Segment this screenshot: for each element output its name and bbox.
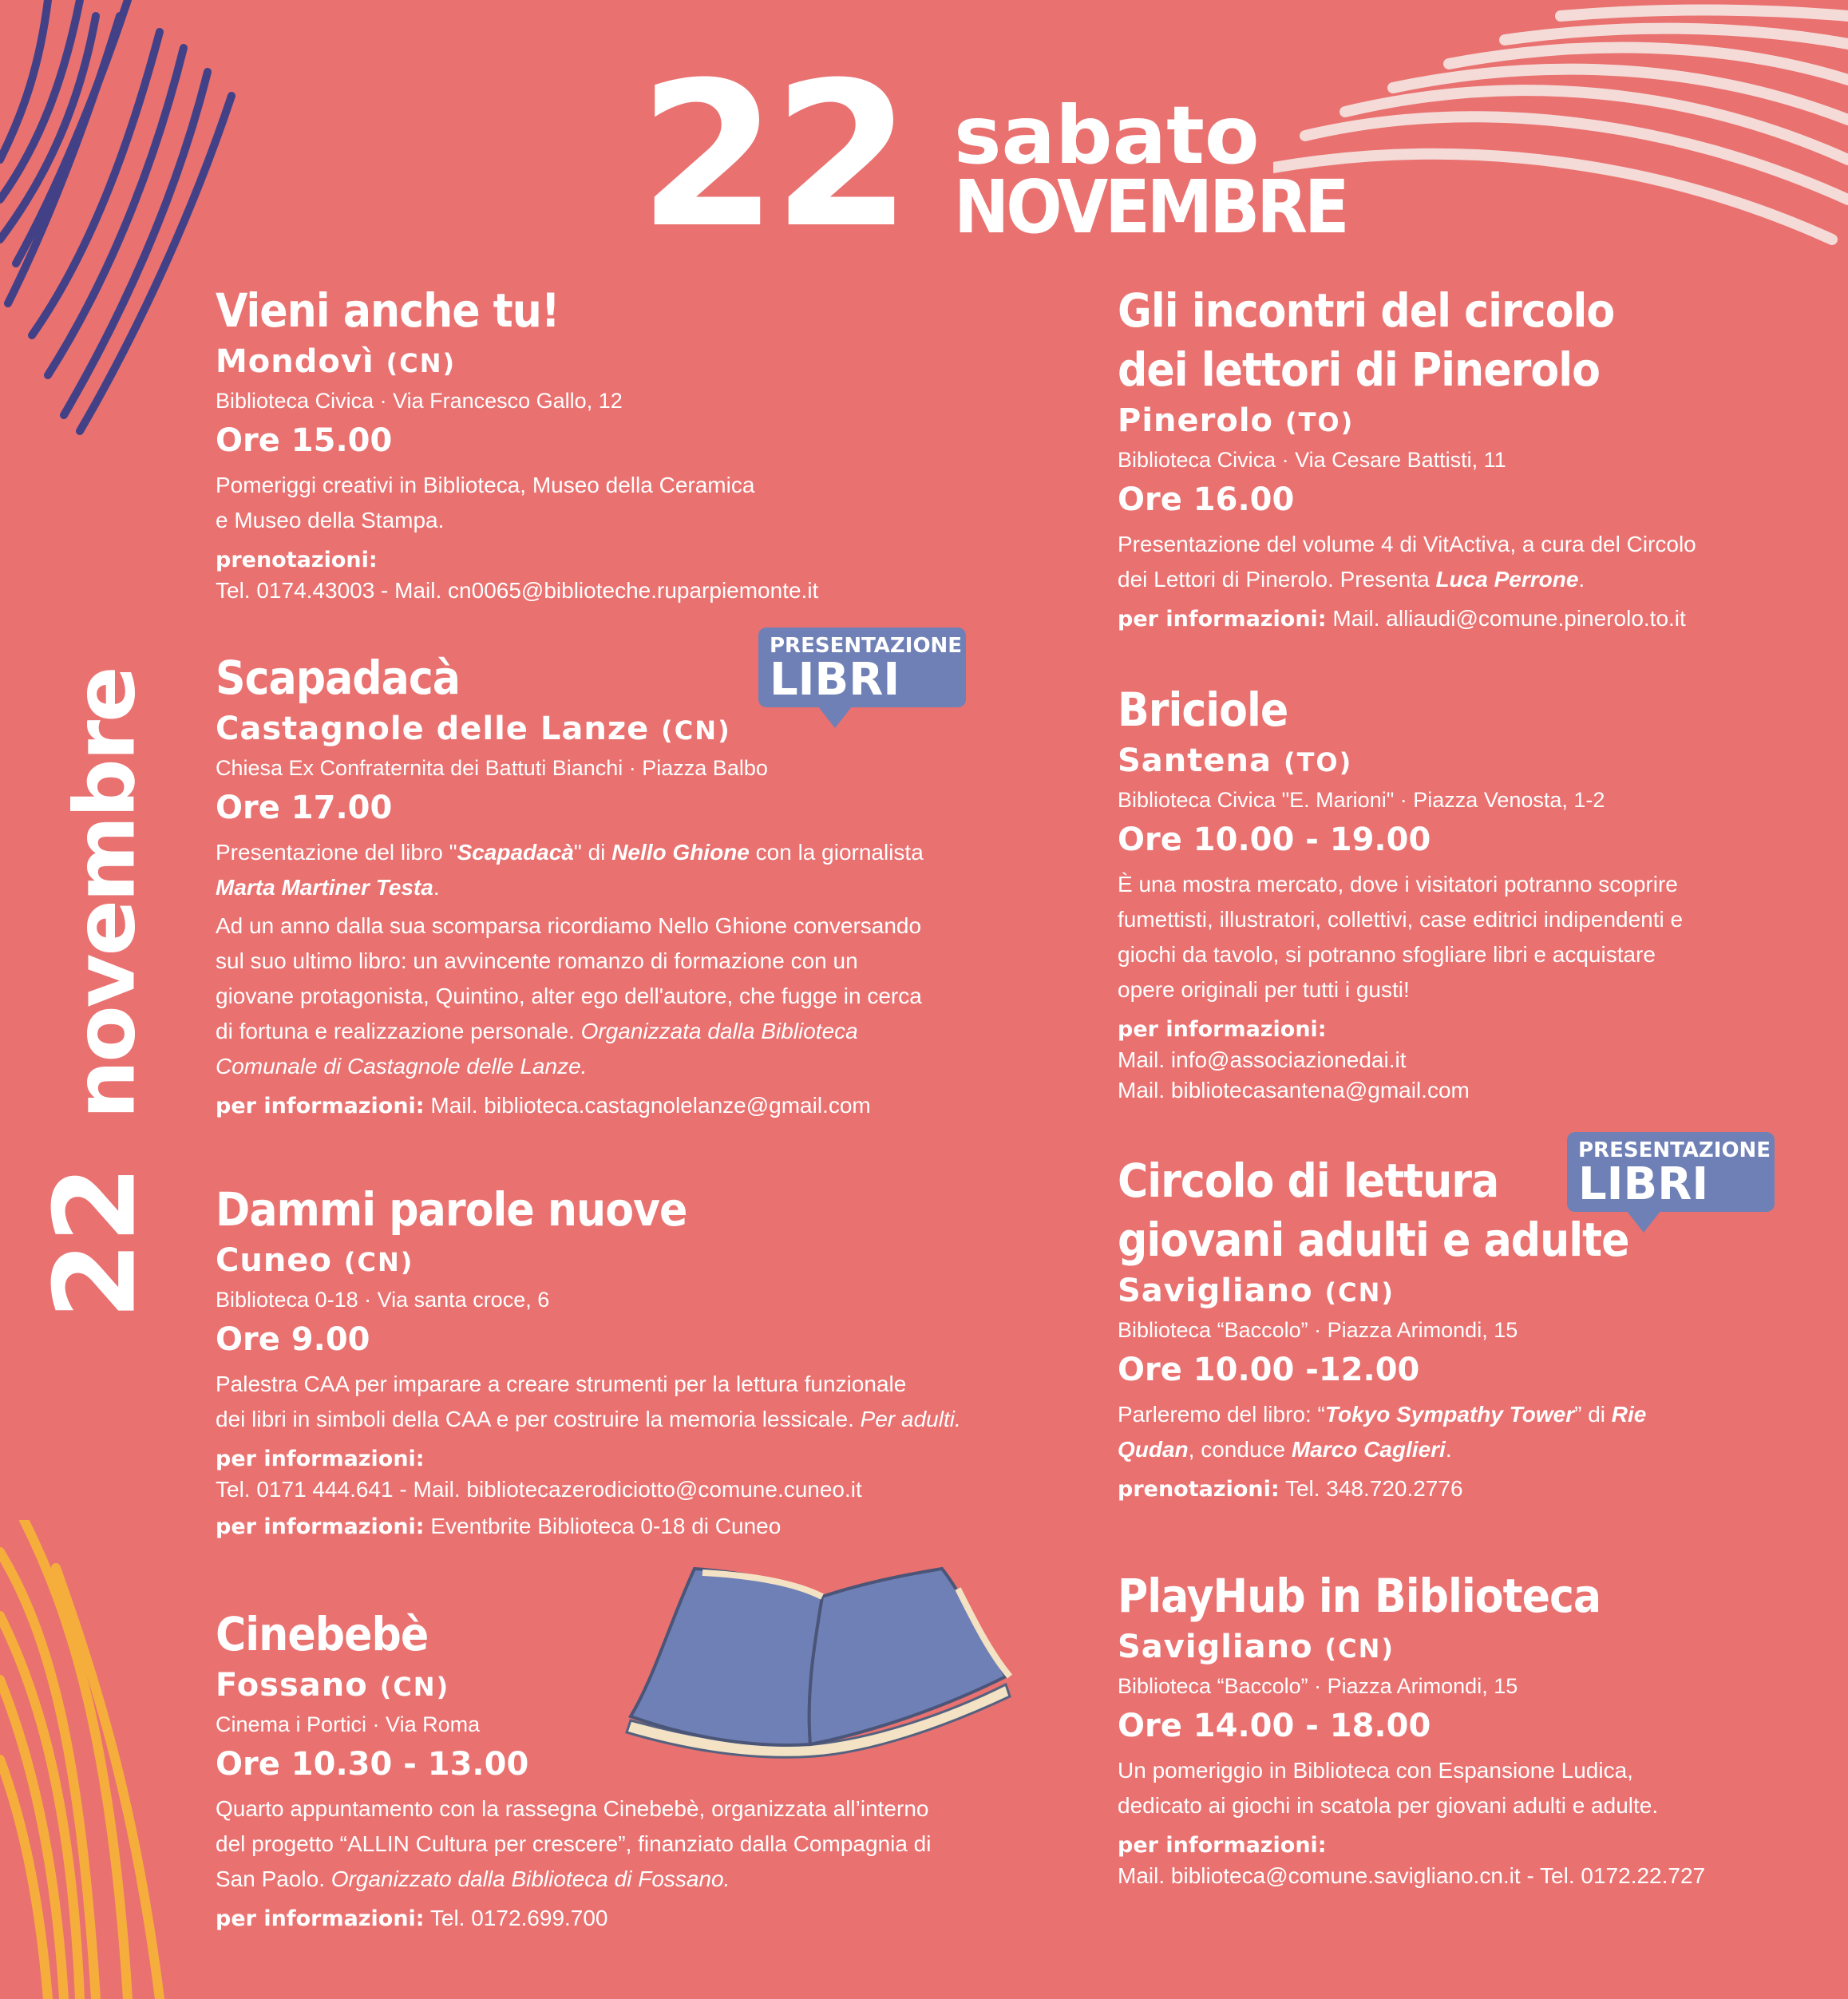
event-address: Biblioteca Civica · Via Cesare Battisti, 11 bbox=[1118, 448, 1506, 472]
event-address: Biblioteca “Baccolo” · Piazza Arimondi, 15 bbox=[1118, 1318, 1518, 1342]
presentazione-libri-badge: PRESENTAZIONE LIBRI bbox=[758, 627, 966, 707]
event-time: Ore 10.00 - 19.00 bbox=[1118, 821, 1431, 858]
brush-strokes-top-right bbox=[1273, 0, 1848, 271]
header-day: 22 bbox=[639, 39, 907, 271]
side-date-label bbox=[31, 668, 161, 1319]
event-city: Mondovì (CN) bbox=[216, 343, 457, 380]
event-city: Savigliano (CN) bbox=[1118, 1629, 1395, 1665]
event-time: Ore 14.00 - 18.00 bbox=[1118, 1708, 1431, 1744]
event-info: per informazioni: Mail. biblioteca@comune.savigliano.cn.it - Tel. 0172.22.727 bbox=[1118, 1833, 1706, 1888]
event-title: Gli incontri del circolo dei lettori di Pinerolo bbox=[1118, 283, 1615, 397]
event-time: Ore 10.00 -12.00 bbox=[1118, 1352, 1420, 1388]
event-info: per informazioni: Tel. 0172.699.700 bbox=[216, 1906, 608, 1931]
event-playhub bbox=[1118, 1566, 1820, 1891]
event-info: prenotazioni: Tel. 0174.43003 - Mail. cn0065@biblioteche.ruparpiemonte.it bbox=[216, 548, 819, 603]
event-description: Presentazione del libro "Scapadacà" di Nello Ghione con la giornalista Marta Martiner Testa. bbox=[216, 840, 924, 900]
event-circolo-lettori-pinerolo bbox=[1118, 281, 1804, 635]
event-description: Parleremo del libro: “Tokyo Sympathy Tower” di Rie Qudan, conduce Marco Caglieri. bbox=[1118, 1402, 1647, 1462]
event-scapadaca bbox=[216, 648, 1046, 1122]
event-address: Cinema i Portici · Via Roma bbox=[216, 1712, 481, 1736]
event-time: Ore 10.30 - 13.00 bbox=[216, 1746, 529, 1783]
event-city: Fossano (CN) bbox=[216, 1667, 450, 1704]
event-address: Biblioteca “Baccolo” · Piazza Arimondi, 15 bbox=[1118, 1674, 1518, 1698]
presentazione-libri-badge-2: PRESENTAZIONE LIBRI bbox=[1567, 1132, 1775, 1212]
event-address: Biblioteca Civica · Via Francesco Gallo, 12 bbox=[216, 389, 623, 413]
event-description: È una mostra mercato, dove i visitatori potranno scoprire fumettisti, illustratori, collettivi, case editrici indipendenti e giochi da tavolo, si potranno sfogliare libri e acquistare opere originali per tutti i gusti! bbox=[1118, 872, 1684, 1002]
event-description: Palestra CAA per imparare a creare strumenti per la lettura funzionale dei libri in simboli della CAA e per costruire la memoria lessicale. Per adulti. bbox=[216, 1372, 961, 1431]
event-briciole bbox=[1118, 680, 1804, 1106]
brush-strokes-bottom-left bbox=[0, 1520, 208, 1999]
event-address: Chiesa Ex Confraternita dei Battuti Bianchi · Piazza Balbo bbox=[216, 756, 768, 780]
event-address: Biblioteca Civica "E. Marioni" · Piazza Venosta, 1-2 bbox=[1118, 788, 1605, 812]
event-title: Briciole bbox=[1118, 683, 1288, 737]
event-description: Quarto appuntamento con la rassegna Cinebebè, organizzata all’interno del progetto “ALLIN Cultura per crescere”, finanziato dalla Compagnia di San Paolo. Organizzato dalla Biblioteca di Fossano. bbox=[216, 1796, 932, 1891]
event-city: Cuneo (CN) bbox=[216, 1242, 414, 1279]
side-day: 22 bbox=[30, 1166, 161, 1320]
event-info: per informazioni: Mail. biblioteca.castagnolelanze@gmail.com bbox=[216, 1093, 871, 1118]
side-month: novembre bbox=[56, 668, 154, 1119]
event-time: Ore 16.00 bbox=[1118, 481, 1295, 518]
event-time: Ore 15.00 bbox=[216, 422, 393, 459]
event-info: per informazioni: Tel. 0171 444.641 - Mail. bibliotecazerodiciotto@comune.cuneo.it bbox=[216, 1447, 862, 1502]
event-info-secondary: per informazioni: Eventbrite Biblioteca 0-18 di Cuneo bbox=[216, 1514, 782, 1539]
event-info: per informazioni: Mail. info@associazionedai.it Mail. bibliotecasantena@gmail.com bbox=[1118, 1017, 1470, 1102]
event-info: prenotazioni: Tel. 348.720.2776 bbox=[1118, 1476, 1463, 1502]
event-title: Dammi parole nuove bbox=[216, 1182, 687, 1237]
event-description: Un pomeriggio in Biblioteca con Espansione Ludica, dedicato ai giochi in scatola per giovani adulti e adulte. bbox=[1118, 1758, 1659, 1818]
event-city: Savigliano (CN) bbox=[1118, 1273, 1395, 1309]
event-description-extended: Ad un anno dalla sua scomparsa ricordiamo Nello Ghione conversando sul suo ultimo libro: un avvincente romanzo di formazione con un giovane protagonista, Quintino, alter ego dell'autore, che fugge in cerca di fortuna e realizzazione personale. Organizzata dalla Biblioteca Comunale di Castagnole delle Lanze. bbox=[216, 913, 922, 1079]
event-city: Pinerolo (TO) bbox=[1118, 402, 1355, 439]
event-time: Ore 17.00 bbox=[216, 790, 393, 826]
event-time: Ore 9.00 bbox=[216, 1321, 370, 1358]
event-info: per informazioni: Mail. alliaudi@comune.pinerolo.to.it bbox=[1118, 606, 1686, 631]
event-description: Pomeriggi creativi in Biblioteca, Museo della Ceramica e Museo della Stampa. bbox=[216, 473, 755, 532]
event-title: PlayHub in Biblioteca bbox=[1118, 1569, 1601, 1623]
event-title: Scapadacà bbox=[216, 651, 460, 705]
event-address: Biblioteca 0-18 · Via santa croce, 6 bbox=[216, 1288, 550, 1312]
event-title: Cinebebè bbox=[216, 1607, 429, 1661]
event-city: Castagnole delle Lanze (CN) bbox=[216, 711, 731, 747]
event-cinebebe bbox=[216, 1605, 1046, 1934]
event-description: Presentazione del volume 4 di VitActiva, a cura del Circolo dei Lettori di Pinerolo. Presenta Luca Perrone. bbox=[1118, 532, 1696, 592]
header-weekday: sabato bbox=[954, 89, 1260, 182]
header-month: NOVEMBRE bbox=[954, 164, 1347, 250]
event-dammi-parole-nuove bbox=[216, 1180, 1046, 1542]
event-vieni-anche-tu bbox=[216, 281, 1014, 606]
event-city: Santena (TO) bbox=[1118, 742, 1353, 779]
event-title: Circolo di lettura giovani adulti e adulte bbox=[1118, 1154, 1629, 1267]
event-title: Vieni anche tu! bbox=[216, 283, 560, 338]
